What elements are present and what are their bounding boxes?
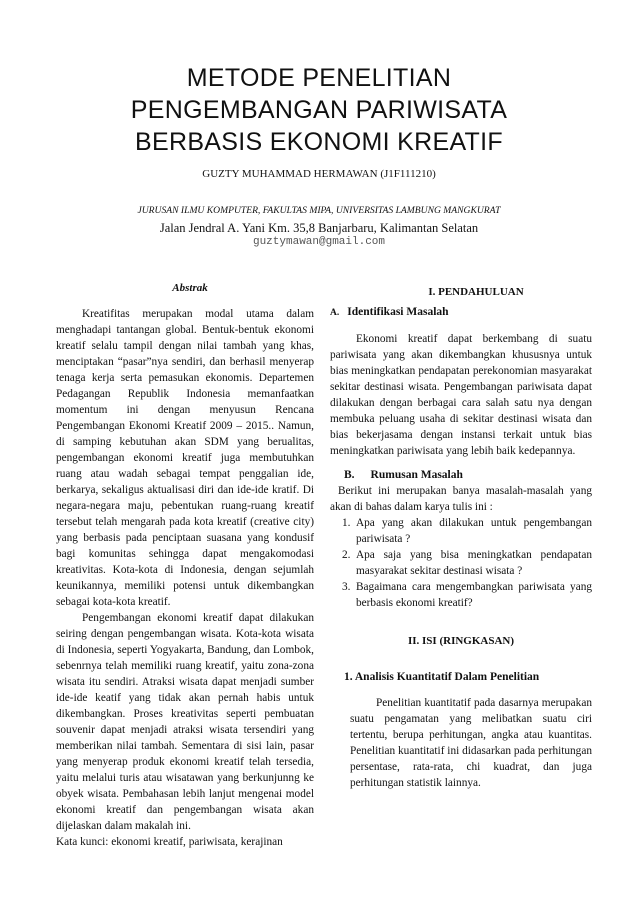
subsection-b-intro: Berikut ini merupakan banya masalah-masalah yang akan di bahas dalam karya tulis ini :	[330, 485, 592, 513]
email: guztymawan@gmail.com	[252, 236, 386, 248]
subsection-b-label: B.	[344, 469, 355, 481]
right-column	[330, 284, 592, 791]
subsection-a-heading	[330, 304, 592, 321]
problem-list	[330, 515, 592, 611]
subsection-b-heading	[344, 467, 592, 483]
abstract-paragraph-1: Kreatifitas merupakan modal utama dalam menghadapi tantangan global. Bentuk-bentuk ekonomi kreatif selalu tampil dengan nilai tambah yang khas, menciptakan “pasar”nya sendiri, dan berhasil menyerap tenaga kerja serta pemasukan ekonomis. Departemen Pedagangan Republik Indonesia memanfaatkan momentum ini dengan menyusun Rencana Pengembangan Ekonomi Kreatif 2009 – 2015.. Namun, di samping kebutuhan akan SDM yang berualitas, pengembangan ekonomi kreatif juga membutuhkan ruang atau wadah sebagai tempat penggalian ide, berkarya, sekaligus aktualisasi diri dan ide-ide kratif. Di negara-negara maju, pebentukan ruang-ruang kreatif tersebut telah mengarah pada kota kreatif (creative city) yang berbasis pada penciptaan suasana yang kondusif bagi komunitas sehingga dapat mengakomodasi kreativitas. Kota-kota di Indonesia, dengan sejumlah keunikannya, memiliki potensi untuk dikembangkan sebagai kota-kota kreatif.	[56, 308, 314, 608]
title-line-1: METODE PENELITIAN	[186, 64, 452, 92]
subsection-1-text: Penelitian kuantitatif pada dasarnya merupakan suatu pengamatan yang melibatkan suatu ciri tertentu, berupa perhitungan, angka atau kuantitas. Penelitian kuantitatif ini didasarkan pada perhitungan persentase, rata-rata, chi kuadrat, dan juga perhitungan statistik lainnya.	[350, 697, 592, 789]
paper-title	[0, 62, 638, 158]
keywords: Kata kunci: ekonomi kreatif, pariwisata, kerajinan	[56, 836, 283, 848]
subsection-1-heading: 1. Analisis Kuantitatif Dalam Penelitian	[344, 671, 540, 683]
subsection-a-title: Identifikasi Masalah	[347, 306, 449, 318]
abstract-paragraph-2: Pengembangan ekonomi kreatif dapat dilakukan seiring dengan pengembangan wisata. Kota-kota wisata di Indonesia, seperti Yogyakarta, Bandung, dan Lombok, sebenrnya telah memiliki ruang kreatif, yaitu zona-zona wisata itu sendiri. Atraksi wisata dapat menjadi sumber ide-ide keatif yang tidak akan pernah habis untuk dikembangkan. Proses kreativitas seperti pembuatan souvenir dapat menjadi atraksi wisata tersendiri yang memberikan nilai tambah. Sementara di sisi lain, pasar yang menyerap produk ekonomi kreatif telah tersedia, yaitu melalui turis atau wisatawan yang berkunjunng ke obyek wisata. Pembahasan lebih lanjut mengenai model ekonomi kreatif dan pengembangan wisata akan dijelaskan dalam makalah ini.	[56, 612, 314, 832]
subsection-a-label: A.	[330, 308, 340, 318]
author: GUZTY MUHAMMAD HERMAWAN (J1F111210)	[202, 168, 436, 180]
list-item: 3. Bagaimana cara mengembangkan pariwisata yang berbasis ekonomi kreatif?	[342, 581, 592, 609]
address: Jalan Jendral A. Yani Km. 35,8 Banjarbaru, Kalimantan Selatan	[159, 221, 479, 235]
list-item: 2. Apa saja yang bisa meningkatkan pendapatan masyarakat sekitar destinasi wisata ?	[342, 549, 592, 577]
title-line-3: BERBASIS EKONOMI KREATIF	[135, 128, 503, 156]
section-2-heading: II. ISI (RINGKASAN)	[407, 635, 515, 647]
abstract-heading: Abstrak	[172, 282, 208, 294]
list-item: 1. Apa yang akan dilakukan untuk pengembangan pariwisata ?	[342, 517, 592, 545]
title-line-2: PENGEMBANGAN PARIWISATA	[130, 96, 508, 124]
affiliation: JURUSAN ILMU KOMPUTER, FAKULTAS MIPA, UNIVERSITAS LAMBUNG MANGKURAT	[137, 205, 501, 216]
subsection-a-text: Ekonomi kreatif dapat berkembang di suatu pariwisata yang akan dikembangkan khususnya untuk bias meningkatkan pendapatan perekonomian masyarakat sekitar destinasi wisata. Pengembangan pariwisata dapat dilakukan dengan berbagai cara salah satu nya dengan membuka peluang usaha di sekitar destinasi wisata dan bias bekerjasama dengan instansi terkait untuk bias meningkatkan pariwisata yang lebih baik kedepannya.	[330, 333, 592, 457]
section-1-heading: I. PENDAHULUAN	[428, 286, 524, 298]
subsection-b-title: Rumusan Masalah	[370, 469, 463, 481]
left-column	[56, 280, 314, 850]
